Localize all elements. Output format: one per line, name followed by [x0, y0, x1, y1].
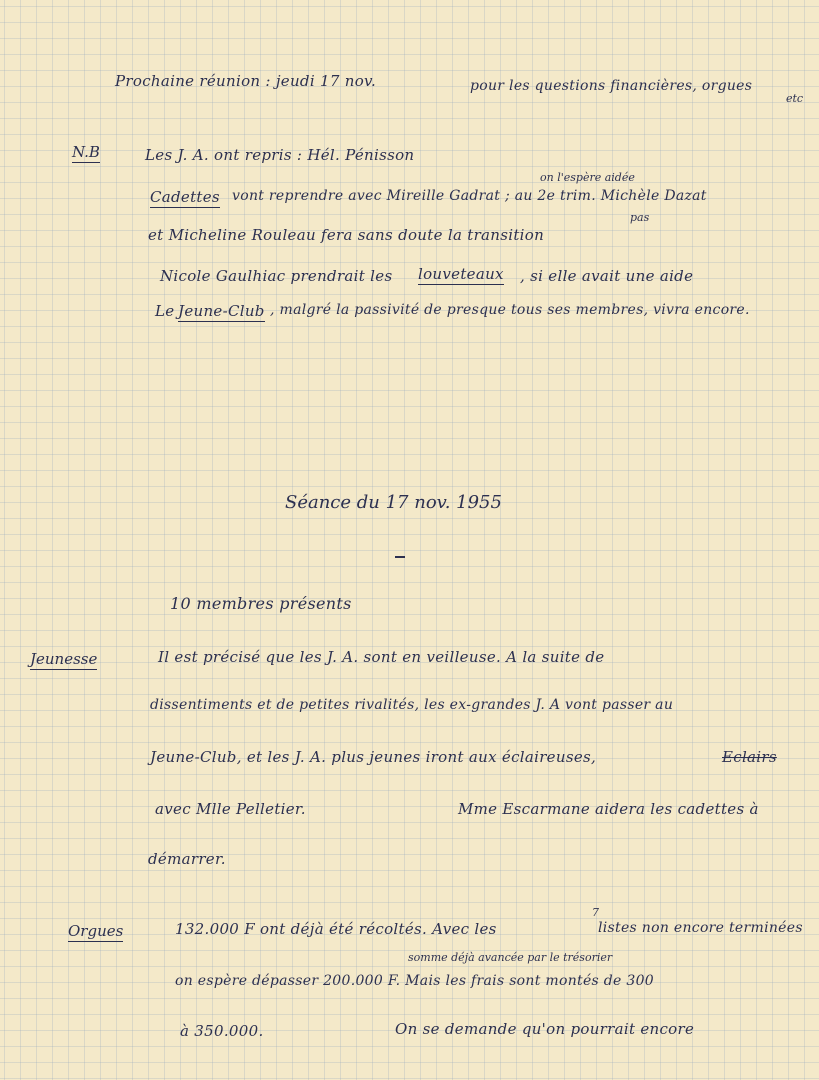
- jeunesse-line-5: démarrer.: [148, 850, 226, 868]
- nb-line-4-c: , si elle avait une aide: [520, 267, 694, 285]
- orgues-line-1-b: listes non encore terminées: [598, 920, 803, 936]
- nb-line-5-jeune-club: Jeune-Club: [178, 302, 265, 320]
- jeunesse-line-1: Il est précisé que les J. A. sont en veilleuse. A la suite de: [158, 648, 605, 666]
- jeunesse-line-4-b: Mme Escarmane aidera les cadettes à: [458, 800, 759, 818]
- orgues-line-2-insert: somme déjà avancée par le trésorier: [408, 951, 613, 964]
- next-meeting-text: Prochaine réunion : jeudi 17 nov.: [115, 72, 377, 90]
- members-present: 10 membres présents: [170, 594, 352, 613]
- orgues-line-3-a: à 350.000.: [180, 1022, 264, 1040]
- nb-line-3: et Micheline Rouleau fera sans doute la transition: [148, 226, 545, 244]
- orgues-line-3-b: On se demande qu'on pourrait encore: [395, 1020, 695, 1038]
- next-meeting-topic: pour les questions financières, orgues: [470, 78, 753, 94]
- jeunesse-line-2: dissentiments et de petites rivalités, les ex-grandes J. A vont passer au: [150, 697, 674, 713]
- nb-line-2-rest: vont reprendre avec Mireille Gadrat ; au 2e trim. Michèle Dazat: [232, 188, 707, 204]
- nb-line-2-cadettes: Cadettes: [150, 188, 220, 206]
- nb-line-5-a: Le: [155, 302, 175, 320]
- next-meeting-etc: etc: [786, 92, 804, 105]
- nb-line-4-louveteaux: louveteaux: [418, 265, 504, 283]
- nb-label: N.B: [72, 143, 100, 161]
- orgues-label: Orgues: [68, 922, 124, 940]
- jeunesse-line-4-a: avec Mlle Pelletier.: [155, 800, 306, 818]
- orgues-line-2: on espère dépasser 200.000 F. Mais les frais sont montés de 300: [175, 973, 654, 989]
- jeunesse-line-3-struck: Eclairs: [722, 748, 777, 766]
- nb-line-4-a: Nicole Gaulhiac prendrait les: [160, 267, 393, 285]
- seance-title: Séance du 17 nov. 1955: [285, 492, 502, 513]
- nb-line-2-insert-pas: pas: [630, 211, 650, 224]
- nb-line-2-insert: on l'espère aidée: [540, 171, 635, 184]
- nb-line-5-c: , malgré la passivité de presque tous ses membres, vivra encore.: [270, 302, 750, 318]
- jeunesse-line-3: Jeune-Club, et les J. A. plus jeunes iront aux éclaireuses,: [150, 748, 597, 766]
- orgues-line-1-a: 132.000 F ont déjà été récoltés. Avec les: [175, 920, 497, 938]
- nb-line-1: Les J. A. ont repris : Hél. Pénisson: [145, 146, 415, 164]
- seance-dash: [395, 556, 405, 558]
- jeunesse-label: Jeunesse: [30, 650, 98, 668]
- orgues-line-1-sup: 7: [592, 906, 599, 919]
